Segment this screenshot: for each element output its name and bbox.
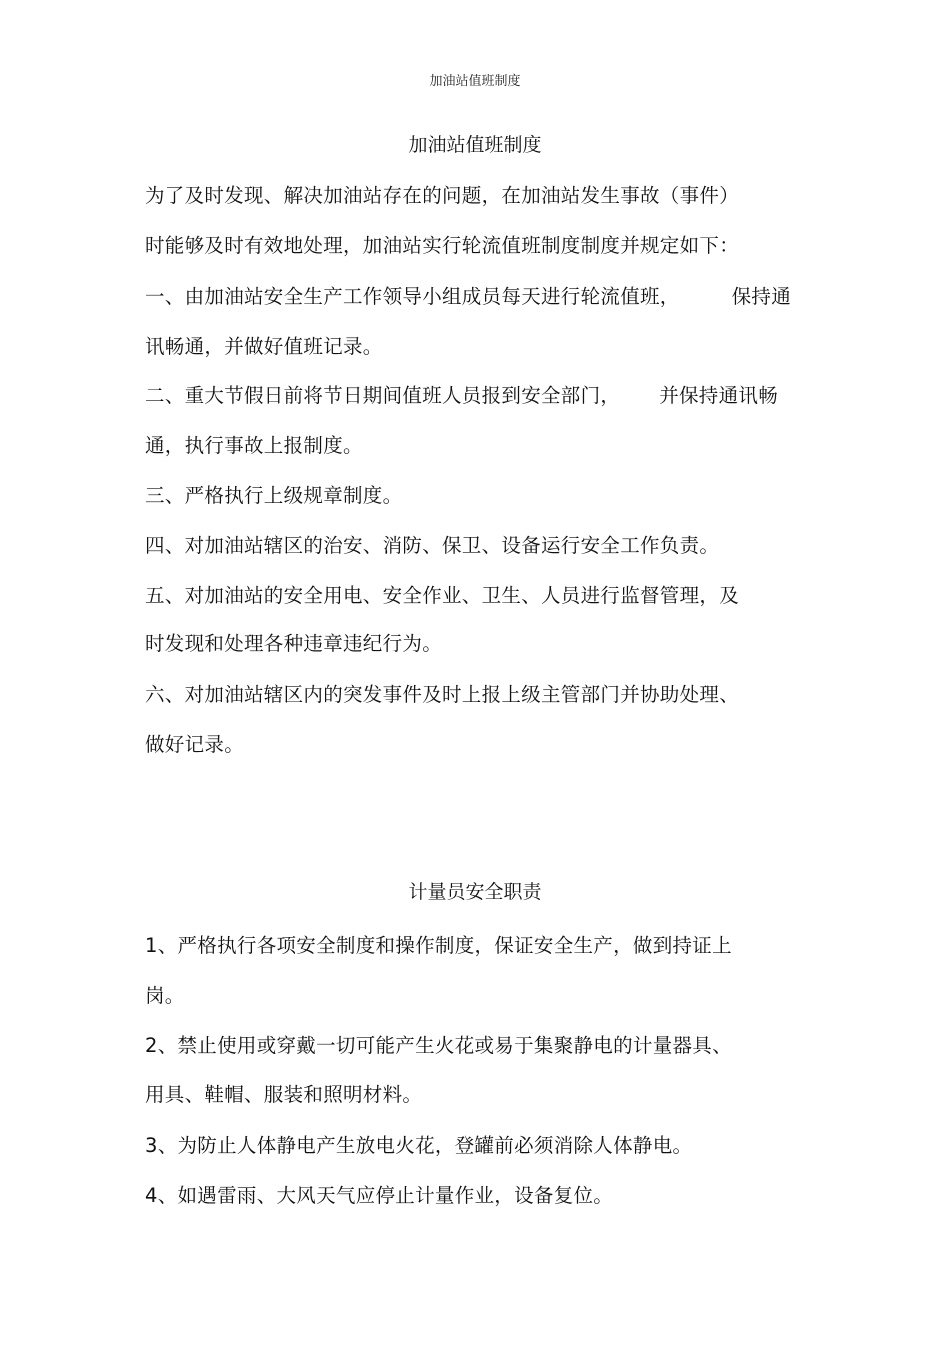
paragraph-line: 3、为防止人体静电产生放电火花，登罐前必须消除人体静电。: [145, 1134, 693, 1157]
section-title-measurer-duties: 计量员安全职责: [408, 881, 542, 903]
paragraph-line: 时能够及时有效地处理，加油站实行轮流值班制度制度并规定如下：: [145, 234, 740, 257]
paragraph-line: 岗。: [145, 984, 185, 1007]
paragraph-line: 4、如遇雷雨、大风天气应停止计量作业，设备复位。: [145, 1184, 614, 1207]
paragraph-line: 1、严格执行各项安全制度和操作制度，保证安全生产，做到持证上: [145, 934, 732, 957]
paragraph-line: 六、对加油站辖区内的突发事件及时上报上级主管部门并协助处理、: [145, 683, 740, 706]
running-header: 加油站值班制度: [429, 74, 521, 89]
paragraph-line: 用具、鞋帽、服装和照明材料。: [145, 1083, 423, 1106]
paragraph-line: 时发现和处理各种违章违纪行为。: [145, 632, 443, 655]
paragraph-line: 做好记录。: [145, 733, 245, 756]
paragraph-line: 为了及时发现、解决加油站存在的问题，在加油站发生事故（事件）: [145, 184, 740, 207]
paragraph-line: 2、禁止使用或穿戴一切可能产生火花或易于集聚静电的计量器具、: [145, 1034, 732, 1057]
paragraph-line: 一、由加油站安全生产工作领导小组成员每天进行轮流值班， 保持通: [145, 285, 791, 308]
paragraph-line: 三、严格执行上级规章制度。: [145, 484, 403, 507]
paragraph-line: 二、重大节假日前将节日期间值班人员报到安全部门， 并保持通讯畅: [145, 384, 778, 407]
paragraph-line: 讯畅通，并做好值班记录。: [145, 335, 383, 358]
paragraph-line: 五、对加油站的安全用电、安全作业、卫生、人员进行监督管理，及: [145, 584, 740, 607]
paragraph-line: 四、对加油站辖区的治安、消防、保卫、设备运行安全工作负责。: [145, 534, 720, 557]
section-title-duty-system: 加油站值班制度: [408, 134, 542, 156]
paragraph-line: 通，执行事故上报制度。: [145, 434, 363, 457]
